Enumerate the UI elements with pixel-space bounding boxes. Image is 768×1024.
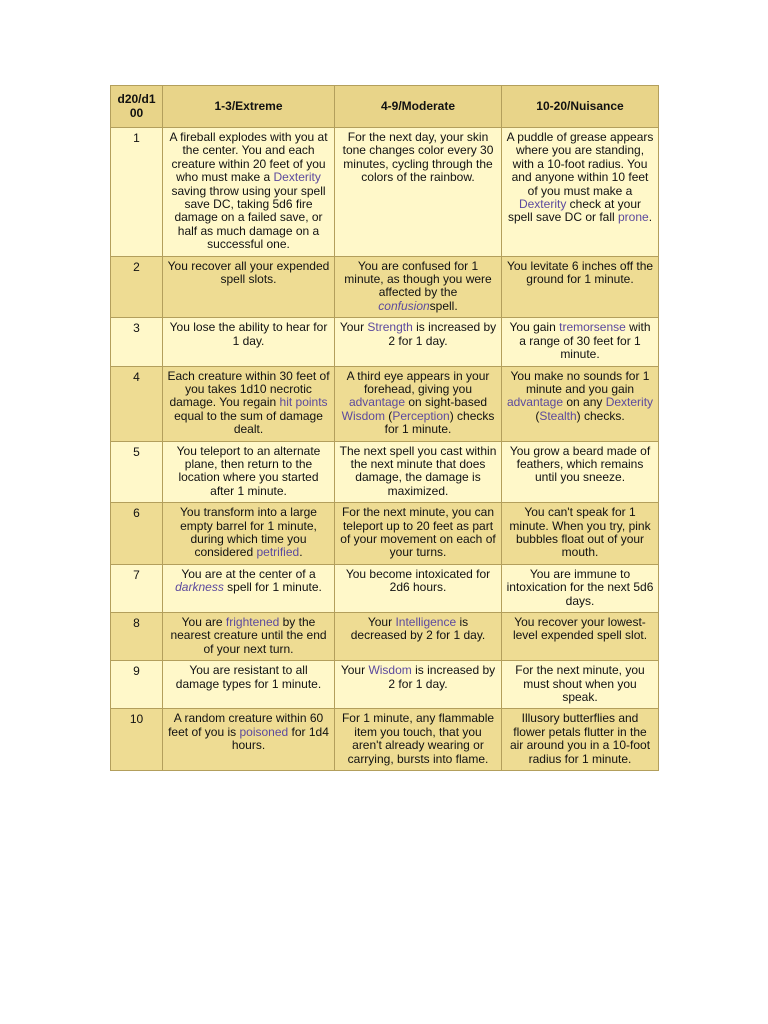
effect-text: equal to the sum of damage dealt.: [174, 408, 323, 437]
rule-link[interactable]: Dexterity: [605, 395, 654, 410]
rule-link[interactable]: Wisdom: [368, 663, 412, 678]
rule-link[interactable]: advantage: [506, 395, 563, 410]
roll-number: 8: [111, 613, 163, 661]
rule-link[interactable]: Strength: [367, 320, 413, 335]
effect-cell-moderate: [335, 503, 502, 565]
rule-link[interactable]: tremorsense: [559, 320, 626, 335]
effect-cell-moderate: [335, 256, 502, 318]
effect-cell-extreme: [163, 709, 335, 771]
effect-cell-extreme: [163, 256, 335, 318]
header-nuisance: 10-20/Nuisance: [502, 86, 659, 128]
effect-cell-extreme: [163, 564, 335, 612]
header-extreme: 1-3/Extreme: [163, 86, 335, 128]
roll-number: 2: [111, 256, 163, 318]
effect-text: by the nearest creature until the end of your next turn.: [170, 615, 327, 656]
roll-number: 5: [111, 441, 163, 503]
effect-text: You can't speak for 1 minute. When you try, pink bubbles float out of your mouth.: [509, 505, 651, 560]
rule-link[interactable]: poisoned: [239, 724, 289, 739]
rule-link[interactable]: Stealth: [539, 408, 577, 423]
effect-text: A fireball explodes with you at the center. You and each creature within 20 feet of you who must make a: [169, 130, 328, 185]
effect-text: check at your spell save DC or fall: [507, 197, 642, 225]
effect-text: Each creature within 30 feet of you takes 1d10 necrotic damage. You regain: [167, 368, 330, 410]
effect-cell-extreme: [163, 318, 335, 366]
effect-text: is increased by 2 for 1 day.: [388, 320, 497, 348]
effect-cell-extreme: [163, 503, 335, 565]
table-row: [111, 366, 659, 441]
effect-text: You levitate 6 inches off the ground for 1 minute.: [506, 258, 654, 287]
effect-text: You are confused for 1 minute, as though you were affected by the: [344, 258, 492, 300]
effect-text: You grow a beard made of feathers, which remains until you sneeze.: [509, 443, 651, 485]
effect-cell-nuisance: [502, 318, 659, 366]
effect-text: You recover all your expended spell slots.: [167, 258, 330, 287]
effect-text: You are resistant to all damage types for 1 minute.: [175, 663, 322, 691]
effect-text: You make no sounds for 1 minute and you gain: [510, 368, 650, 396]
rule-link[interactable]: darkness: [175, 580, 224, 595]
table-row: [111, 256, 659, 318]
table-row: [111, 564, 659, 612]
effect-cell-nuisance: [502, 613, 659, 661]
roll-number: 1: [111, 128, 163, 257]
effect-text: You lose the ability to hear for 1 day.: [169, 320, 328, 348]
effect-cell-extreme: [163, 613, 335, 661]
table-row: [111, 661, 659, 709]
roll-number: 6: [111, 503, 163, 565]
effect-cell-moderate: [335, 613, 502, 661]
effect-text: ) checks.: [576, 408, 625, 423]
rule-link[interactable]: hit points: [279, 395, 328, 410]
header-roll: d20/d100: [111, 86, 163, 128]
effect-text: is increased by 2 for 1 day.: [388, 663, 496, 691]
effect-cell-nuisance: [502, 366, 659, 441]
effect-cell-nuisance: [502, 256, 659, 318]
effect-cell-nuisance: [502, 564, 659, 612]
rule-link[interactable]: advantage: [348, 395, 405, 410]
effect-cell-nuisance: [502, 441, 659, 503]
effect-cell-extreme: [163, 441, 335, 503]
effect-text: For the next day, your skin tone changes color every 30 minutes, cycling through the colors of the rainbow.: [342, 130, 494, 185]
roll-number: 10: [111, 709, 163, 771]
effect-text: A random creature within 60 feet of you is: [168, 711, 324, 739]
effect-cell-nuisance: [502, 128, 659, 257]
effect-text: for 1d4 hours.: [231, 724, 329, 753]
table-row: [111, 128, 659, 257]
effect-text: .: [648, 210, 653, 225]
rule-link[interactable]: Perception: [392, 408, 450, 423]
rule-link[interactable]: Intelligence: [395, 615, 457, 629]
effect-text: saving throw using your spell save DC, taking 5d6 fire damage on a failed save, or half as much damage on a successful one.: [171, 183, 326, 252]
effect-text: You recover your lowest-level expended spell slot.: [512, 615, 648, 643]
effect-text: (: [384, 408, 393, 423]
effect-cell-moderate: [335, 661, 502, 709]
effect-text: Your: [339, 320, 368, 335]
effect-text: You transform into a large empty barrel for 1 minute, during which time you considered: [180, 505, 317, 560]
effect-text: For the next minute, you must shout when you speak.: [515, 663, 645, 705]
table-row: [111, 613, 659, 661]
effect-text: You gain: [509, 320, 560, 335]
effect-text: on sight-based: [405, 395, 488, 410]
roll-number: 4: [111, 366, 163, 441]
rule-link[interactable]: frightened: [225, 615, 280, 629]
effect-text: is decreased by 2 for 1 day.: [350, 615, 486, 643]
effect-text: You are at the center of a: [181, 566, 316, 581]
effect-cell-nuisance: [502, 661, 659, 709]
roll-number: 9: [111, 661, 163, 709]
header-row: [111, 86, 659, 128]
effect-cell-extreme: [163, 366, 335, 441]
effect-text: spell for 1 minute.: [223, 580, 322, 595]
table-row: [111, 318, 659, 366]
effect-text: You are: [181, 615, 226, 629]
effect-cell-nuisance: [502, 709, 659, 771]
rule-link[interactable]: prone: [618, 210, 649, 225]
table-row: [111, 441, 659, 503]
roll-number: 7: [111, 564, 163, 612]
wild-magic-surge-table: [110, 85, 659, 771]
effect-text: You teleport to an alternate plane, then return to the location where you started after 1 minute.: [176, 443, 321, 498]
effect-text: Illusory butterflies and flower petals flutter in the air around you in a 10-foot radius for 1 minute.: [509, 711, 651, 766]
effect-cell-nuisance: [502, 503, 659, 565]
effect-cell-moderate: [335, 318, 502, 366]
effect-cell-extreme: [163, 661, 335, 709]
rule-link[interactable]: confusion: [378, 298, 430, 313]
effect-text: Your: [367, 615, 396, 629]
effect-text: The next spell you cast within the next minute that does damage, the damage is maximized.: [339, 443, 497, 498]
effect-text: on any: [563, 395, 606, 410]
effect-text: spell.: [429, 298, 458, 313]
effect-cell-moderate: [335, 366, 502, 441]
header-moderate: 4-9/Moderate: [335, 86, 502, 128]
effect-cell-moderate: [335, 709, 502, 771]
effect-text: .: [299, 545, 303, 560]
rule-link[interactable]: Dexterity: [273, 170, 321, 185]
effect-text: (: [535, 408, 540, 423]
effect-text: For 1 minute, any flammable item you touch, that you aren't already wearing or carrying, bursts into flame.: [341, 711, 495, 766]
rule-link[interactable]: Wisdom: [341, 408, 385, 423]
effect-cell-extreme: [163, 128, 335, 257]
effect-cell-moderate: [335, 128, 502, 257]
rule-link[interactable]: petrified: [256, 545, 300, 560]
effect-text: For the next minute, you can teleport up to 20 feet as part of your movement on each of your turns.: [340, 505, 496, 560]
table-body: [111, 128, 659, 771]
effect-text: with a range of 30 feet for 1 minute.: [519, 320, 651, 362]
roll-number: 3: [111, 318, 163, 366]
effect-text: You are immune to intoxication for the next 5d6 days.: [506, 566, 654, 608]
effect-text: Your: [340, 663, 369, 678]
rule-link[interactable]: Dexterity: [518, 197, 567, 212]
effect-text: A puddle of grease appears where you are standing, with a 10-foot radius. You and anyone within 10 feet of you must make a: [506, 130, 654, 198]
effect-cell-moderate: [335, 441, 502, 503]
effect-text: A third eye appears in your forehead, giving you: [346, 368, 490, 396]
table-row: [111, 503, 659, 565]
effect-text: ) checks for 1 minute.: [384, 408, 495, 437]
effect-cell-moderate: [335, 564, 502, 612]
table-row: [111, 709, 659, 771]
effect-text: You become intoxicated for 2d6 hours.: [345, 566, 491, 595]
